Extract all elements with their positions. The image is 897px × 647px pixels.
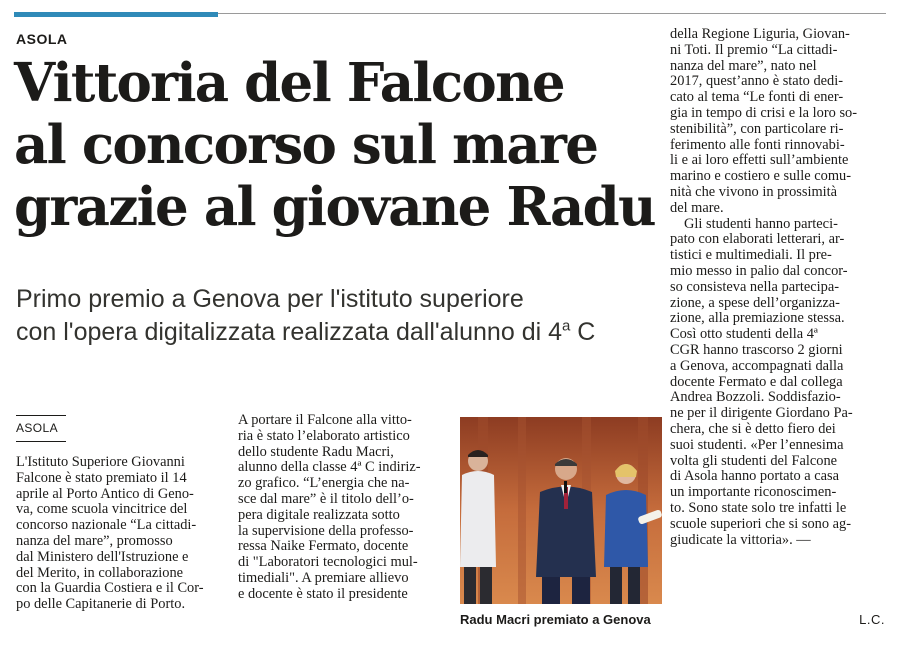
text-line: pera digitale realizzata sotto [238, 506, 400, 523]
text-line: giudicate la vittoria». — [670, 531, 811, 548]
text-line: docente Fermato e dal collega [670, 373, 843, 390]
text-line: di Asola hanno portato a casa [670, 468, 840, 485]
subheadline-line [16, 316, 666, 349]
article-column-3 [670, 27, 886, 548]
text-line: Così otto studenti della 4ª [670, 326, 818, 343]
headline-line: al concorso sul mare [14, 114, 598, 176]
subheadline-line: Primo premio a Genova per l'istituto superiore [16, 285, 524, 313]
text-line: volta gli studenti del Falcone [670, 452, 838, 469]
text-line: dal Ministero dell'Istruzione e [16, 548, 189, 565]
text-line: Andrea Bozzoli. Soddisfazio- [670, 389, 841, 406]
subheadline-text: con l'opera digitalizzata realizzata dall'alunno di 4 [16, 318, 562, 346]
text-line: Falcone è stato premiato il 14 [16, 469, 187, 486]
text-line: ressa Naike Fermato, docente [238, 538, 409, 555]
text-line: chera, che si è detto fiero dei [670, 420, 836, 437]
text-line: suoi studenti. «Per l’ennesima [670, 436, 844, 453]
ordinal-superscript: a [562, 317, 571, 335]
text-line: pato con elaborati letterari, ar- [670, 231, 845, 248]
text-line: marino e costiero e sulle comu- [670, 168, 852, 185]
text-line: e docente è stato il presidente [238, 585, 408, 602]
photo-caption: Radu Macri premiato a Genova [460, 612, 651, 627]
dateline-rule-bottom [16, 441, 66, 442]
text-line: di "Laboratori tecnologici mul- [238, 554, 418, 571]
text-line: un importante riconoscimen- [670, 484, 837, 501]
article-column-1 [16, 455, 218, 613]
subheadline-text: C [570, 318, 596, 346]
text-line: la supervisione della professo- [238, 522, 414, 539]
headline [14, 52, 674, 238]
news-photo [460, 417, 662, 604]
text-line: cato al tema “Le fonti di ener- [670, 89, 844, 106]
text-line: nanza del mare”, nato nel [670, 57, 817, 74]
text-line: con la Guardia Costiera e il Cor- [16, 580, 204, 597]
text-line: Gli studenti hanno parteci- [684, 215, 838, 232]
text-line: aprile al Porto Antico di Geno- [16, 485, 194, 502]
text-line: del Merito, in collaborazione [16, 564, 184, 581]
section-accent-rule [14, 12, 218, 17]
text-line: dello studente Radu Macri, [238, 443, 394, 460]
text-line: li e ai loro effetti sull’ambiente [670, 152, 849, 169]
text-line: del mare. [670, 199, 724, 216]
headline-line: Vittoria del Falcone [14, 52, 564, 114]
text-line: 2017, quest’anno è stato dedi- [670, 73, 844, 90]
text-line: zo grafico. “L’energia che na- [238, 475, 410, 492]
text-line: della Regione Liguria, Giovan- [670, 26, 850, 42]
text-line: CGR hanno trascorso 2 giorni [670, 341, 843, 358]
headline-line: grazie al giovane Radu [14, 176, 655, 238]
text-line: concorso nazionale “La cittadi- [16, 517, 197, 534]
text-line: stenibilità”, con particolare ri- [670, 120, 844, 137]
text-line: nanza del mare”, promosso [16, 532, 173, 549]
photo-illustration [460, 417, 662, 604]
text-line: mio messo in palio dal concor- [670, 262, 848, 279]
dateline-rule-top [16, 415, 66, 416]
text-line: ria è stato l’elaborato artistico [238, 427, 410, 444]
text-line: gia in tempo di crisi e la loro so- [670, 104, 858, 121]
text-line: zione, a spese dell’organizza- [670, 294, 840, 311]
author-signature: L.C. [859, 612, 885, 627]
text-line: so consisteva nella partecipa- [670, 278, 840, 295]
text-line: L'Istituto Superiore Giovanni [16, 454, 185, 470]
text-line: timediali". A premiare allievo [238, 569, 409, 586]
text-line: alunno della classe 4ª C indiriz- [238, 459, 421, 476]
text-line: scuole superiori che si sono ag- [670, 515, 852, 532]
text-line: zione, alla premiazione stessa. [670, 310, 845, 327]
text-line: a Genova, accompagnati dalla [670, 357, 844, 374]
text-line: ferimento alle fonti rinnovabi- [670, 136, 845, 153]
text-line: ni Toti. Il premio “La cittadi- [670, 41, 838, 58]
section-kicker: ASOLA [16, 31, 68, 47]
text-line: sce dal mare” è il titolo dell’o- [238, 490, 414, 507]
text-line: ne per il dirigente Giordano Pa- [670, 405, 853, 422]
text-line: nità che vivono in prossimità [670, 183, 838, 200]
text-line: va, come scuola vincitrice del [16, 501, 188, 518]
text-line: to. Sono state solo tre infatti le [670, 499, 847, 516]
text-line: po delle Capitanerie di Porto. [16, 596, 186, 613]
text-line: tistici e multimediali. Il pre- [670, 247, 832, 264]
text-line: A portare il Falcone alla vitto- [238, 412, 412, 428]
subheadline [16, 283, 666, 349]
dateline-place: ASOLA [16, 421, 59, 435]
header-divider [218, 13, 886, 14]
article-column-2 [238, 413, 442, 603]
